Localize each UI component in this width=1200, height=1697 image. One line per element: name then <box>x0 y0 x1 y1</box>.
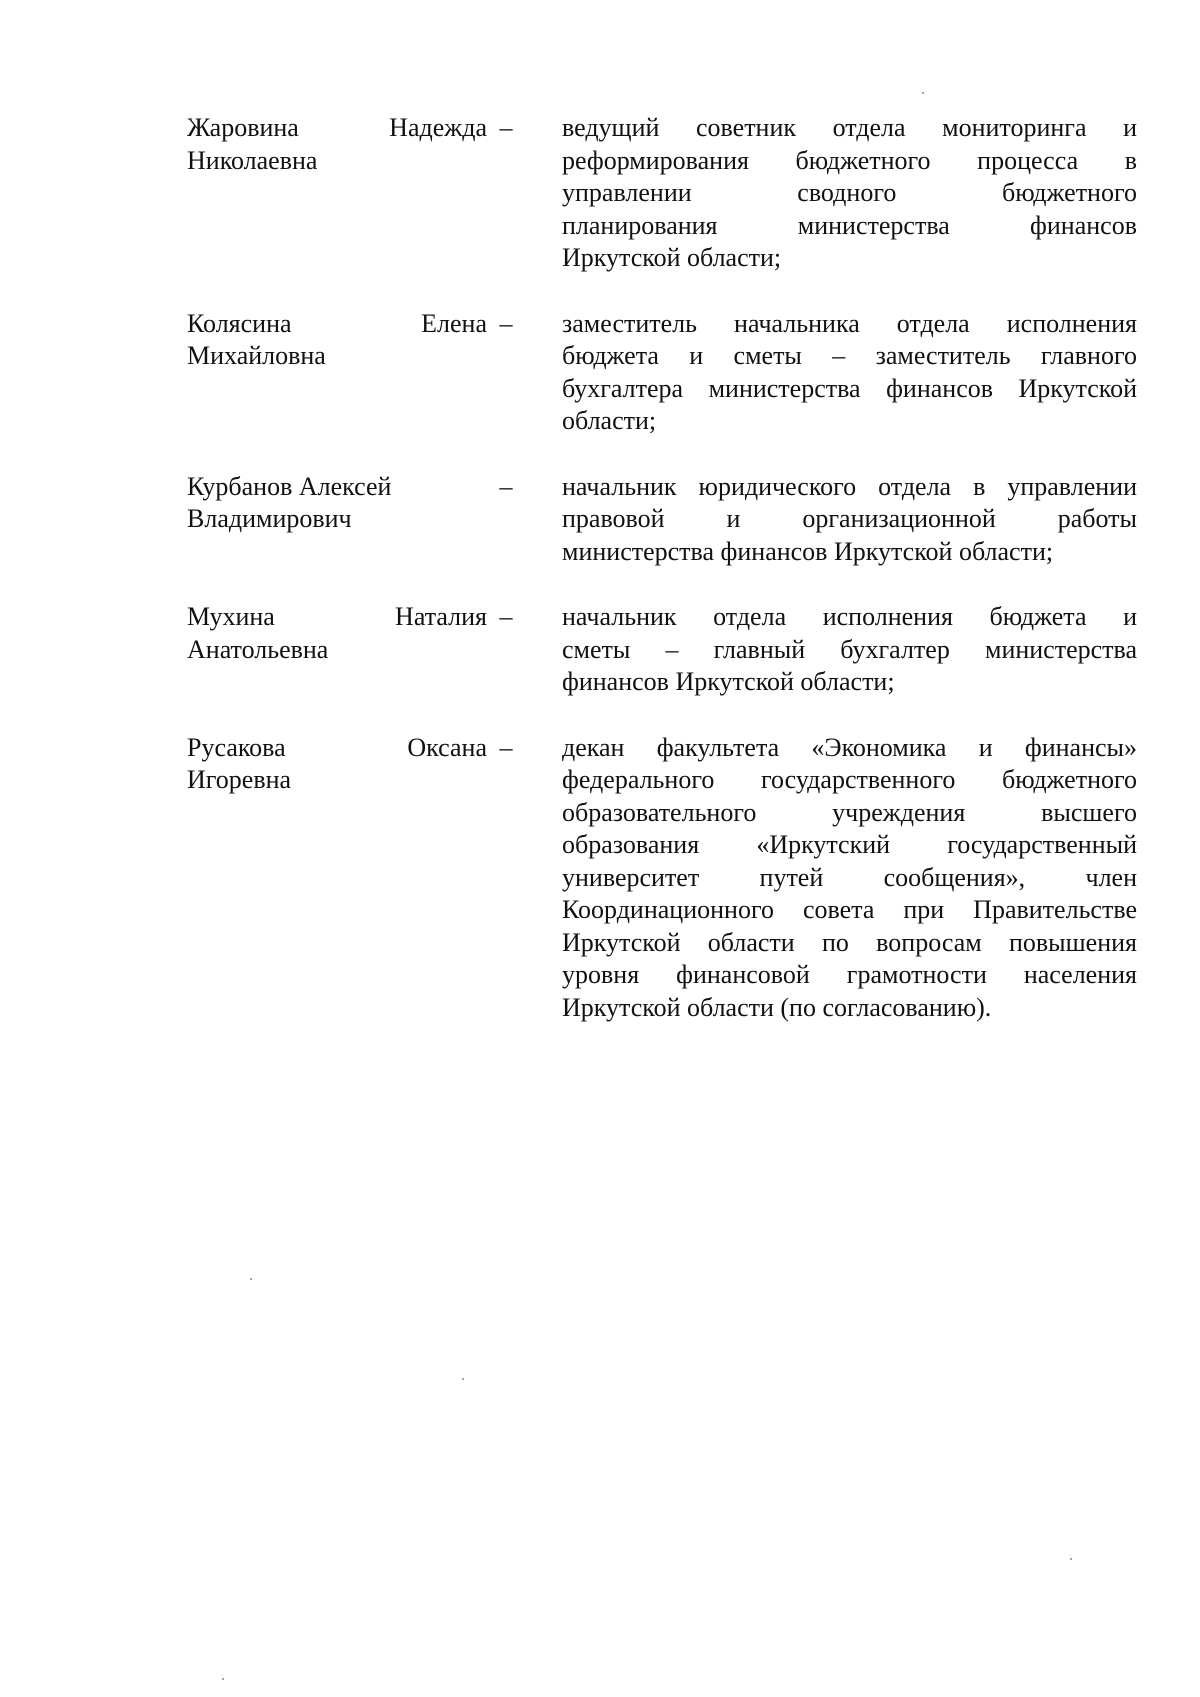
member-name-line <box>187 601 487 634</box>
position-line: сметы – главный бухгалтер министерства <box>562 634 1137 664</box>
member-patronymic: Михайловна <box>187 341 326 370</box>
position-line: ведущий советник отдела мониторинга и <box>562 113 1137 142</box>
position-line: реформирования бюджетного процесса в <box>562 145 1137 175</box>
position-line: начальник юридического отдела в управлении <box>562 471 1137 501</box>
member-surname: Русакова <box>187 732 286 762</box>
member-surname: Курбанов Алексей <box>187 471 392 501</box>
entry-dash: – <box>499 308 513 338</box>
position-line: Координационного совета при Правительстве <box>562 895 1137 924</box>
member-position <box>562 308 1137 438</box>
scan-speck <box>250 1278 252 1280</box>
member-patronymic: Анатольевна <box>187 634 329 664</box>
position-line: планирования министерства финансов <box>562 210 1137 240</box>
position-line: образовательного учреждения высшего <box>562 797 1137 827</box>
member-entry <box>187 732 1137 1025</box>
member-patronymic: Николаевна <box>187 145 318 175</box>
entry-dash: – <box>499 732 513 762</box>
position-line: образования «Иркутский государственный <box>562 830 1137 859</box>
member-given-name: Оксана <box>407 732 487 762</box>
position-line: правовой и организационной работы <box>562 504 1137 533</box>
position-line: министерства финансов Иркутской области; <box>562 536 1054 566</box>
position-line: бухгалтера министерства финансов Иркутской <box>562 373 1137 403</box>
entry-dash: – <box>499 471 513 501</box>
member-surname: Колясина <box>187 308 292 338</box>
position-line: начальник отдела исполнения бюджета и <box>562 602 1137 631</box>
member-given-name: Елена <box>421 308 487 338</box>
position-line: Иркутской области; <box>562 243 782 272</box>
member-given-name: Наталия <box>395 602 487 631</box>
member-patronymic: Игоревна <box>187 765 292 794</box>
position-line: управлении сводного бюджетного <box>562 178 1137 207</box>
member-name <box>187 308 487 373</box>
scan-speck <box>1070 1558 1072 1560</box>
entry-dash: – <box>499 113 513 142</box>
member-entry <box>187 308 1137 438</box>
member-name <box>187 601 487 666</box>
position-line: финансов Иркутской области; <box>562 667 895 696</box>
position-line: заместитель начальника отдела исполнения <box>562 308 1137 338</box>
position-line: декан факультета «Экономика и финансы» <box>562 732 1137 762</box>
position-line: Иркутской области по вопросам повышения <box>562 927 1137 957</box>
member-patronymic: Владимирович <box>187 504 352 533</box>
position-line: области; <box>562 406 657 435</box>
position-line: бюджета и сметы – заместитель главного <box>562 341 1137 370</box>
member-surname: Мухина <box>187 602 275 631</box>
entry-dash: – <box>499 602 513 631</box>
position-line: федерального государственного бюджетного <box>562 765 1137 794</box>
member-entry <box>187 471 1137 569</box>
position-line: университет путей сообщения», член <box>562 862 1137 892</box>
member-name-line <box>187 308 487 341</box>
position-line: Иркутской области (по согласованию). <box>562 992 992 1022</box>
member-name <box>187 112 487 177</box>
member-entry <box>187 601 1137 699</box>
member-position <box>562 471 1137 569</box>
member-given-name: Надежда <box>389 113 487 142</box>
scan-speck <box>222 1678 224 1680</box>
member-name-line <box>187 732 487 765</box>
member-name <box>187 732 487 797</box>
scan-speck <box>462 1378 464 1380</box>
member-position <box>562 112 1137 275</box>
member-name <box>187 471 487 536</box>
members-list <box>187 112 1137 1057</box>
scan-speck <box>922 92 924 94</box>
position-line: уровня финансовой грамотности населения <box>562 960 1137 989</box>
member-name-line <box>187 112 487 145</box>
member-position <box>562 601 1137 699</box>
member-position <box>562 732 1137 1025</box>
member-name-line <box>187 471 487 504</box>
member-entry <box>187 112 1137 275</box>
member-surname: Жаровина <box>187 113 299 142</box>
